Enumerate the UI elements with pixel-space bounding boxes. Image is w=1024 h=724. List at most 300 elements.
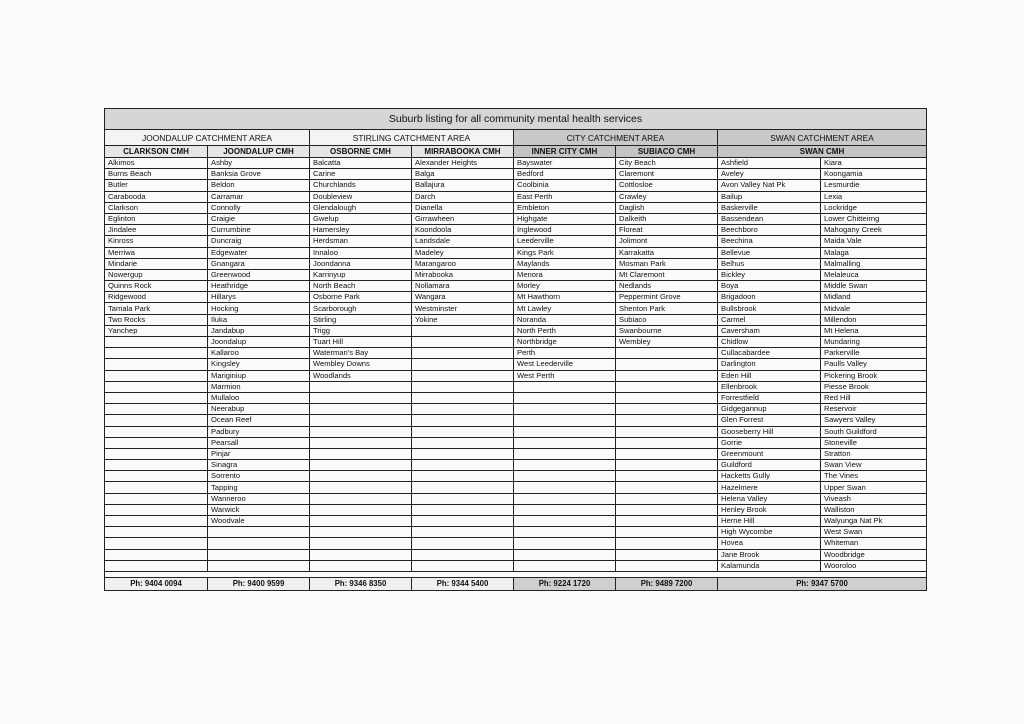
suburb-cell bbox=[616, 549, 718, 560]
suburb-cell: East Perth bbox=[514, 191, 616, 202]
suburb-cell: Gidgegannup bbox=[718, 404, 821, 415]
suburb-cell: Upper Swan bbox=[821, 482, 927, 493]
suburb-cell: Midvale bbox=[821, 303, 927, 314]
suburb-cell: Noranda bbox=[514, 314, 616, 325]
suburb-cell bbox=[616, 516, 718, 527]
suburb-cell bbox=[105, 504, 208, 515]
table-row bbox=[105, 448, 927, 459]
suburb-cell: Darlington bbox=[718, 359, 821, 370]
suburb-cell: Helena Valley bbox=[718, 493, 821, 504]
suburb-cell: Paulls Valley bbox=[821, 359, 927, 370]
suburb-cell: Maida Vale bbox=[821, 236, 927, 247]
suburb-cell bbox=[412, 337, 514, 348]
suburb-cell: Herne Hill bbox=[718, 516, 821, 527]
suburb-cell: Walliston bbox=[821, 504, 927, 515]
suburb-cell bbox=[412, 381, 514, 392]
suburb-cell bbox=[310, 549, 412, 560]
phone-inner-city: Ph: 9224 1720 bbox=[514, 577, 616, 590]
suburb-listing-table bbox=[104, 108, 927, 591]
suburb-cell bbox=[310, 527, 412, 538]
suburb-cell: Lower Chitteirng bbox=[821, 213, 927, 224]
suburb-cell: Butler bbox=[105, 180, 208, 191]
suburb-cell: Carine bbox=[310, 169, 412, 180]
suburb-cell bbox=[105, 482, 208, 493]
table-row bbox=[105, 325, 927, 336]
cmh-header-osborne: OSBORNE CMH bbox=[310, 146, 412, 158]
suburb-cell: Jane Brook bbox=[718, 549, 821, 560]
suburb-cell bbox=[105, 337, 208, 348]
suburb-cell: Woodlands bbox=[310, 370, 412, 381]
suburb-cell: Avon Valley Nat Pk bbox=[718, 180, 821, 191]
suburb-cell: Hazelmere bbox=[718, 482, 821, 493]
table-row bbox=[105, 281, 927, 292]
suburb-cell: Forrestfield bbox=[718, 392, 821, 403]
table-row bbox=[105, 348, 927, 359]
table-row bbox=[105, 314, 927, 325]
cmh-header-swan: SWAN CMH bbox=[718, 146, 927, 158]
catchment-area-city: CITY CATCHMENT AREA bbox=[514, 130, 718, 146]
table-row bbox=[105, 225, 927, 236]
suburb-cell: City Beach bbox=[616, 158, 718, 169]
suburb-cell: Carramar bbox=[208, 191, 310, 202]
table-row bbox=[105, 482, 927, 493]
table-row bbox=[105, 370, 927, 381]
suburb-cell: Duncraig bbox=[208, 236, 310, 247]
suburb-cell: Nollamara bbox=[412, 281, 514, 292]
suburb-cell: Whiteman bbox=[821, 538, 927, 549]
suburb-cell: Sawyers Valley bbox=[821, 415, 927, 426]
suburb-cell bbox=[412, 560, 514, 571]
suburb-cell: Quinns Rock bbox=[105, 281, 208, 292]
suburb-cell bbox=[616, 493, 718, 504]
cmh-header-inner-city: INNER CITY CMH bbox=[514, 146, 616, 158]
phone-clarkson: Ph: 9404 0094 bbox=[105, 577, 208, 590]
suburb-cell: Stoneville bbox=[821, 437, 927, 448]
suburb-cell bbox=[514, 426, 616, 437]
suburb-cell bbox=[514, 415, 616, 426]
suburb-cell: Nowergup bbox=[105, 269, 208, 280]
suburb-cell bbox=[412, 370, 514, 381]
suburb-cell: Bassendean bbox=[718, 213, 821, 224]
table-row bbox=[105, 258, 927, 269]
suburb-cell bbox=[208, 538, 310, 549]
suburb-cell: The Vines bbox=[821, 471, 927, 482]
suburb-cell: Swanbourne bbox=[616, 325, 718, 336]
suburb-cell: Bullsbrook bbox=[718, 303, 821, 314]
table-row bbox=[105, 460, 927, 471]
suburb-cell: Midland bbox=[821, 292, 927, 303]
suburb-cell: Piesse Brook bbox=[821, 381, 927, 392]
suburb-cell: Jandabup bbox=[208, 325, 310, 336]
suburb-cell: Coolbinia bbox=[514, 180, 616, 191]
suburb-cell: Greenwood bbox=[208, 269, 310, 280]
suburb-cell: Chidlow bbox=[718, 337, 821, 348]
suburb-cell: Marmion bbox=[208, 381, 310, 392]
suburb-cell bbox=[310, 381, 412, 392]
suburb-cell bbox=[412, 415, 514, 426]
suburb-cell bbox=[514, 392, 616, 403]
table-row bbox=[105, 516, 927, 527]
suburb-cell: Mahogany Creek bbox=[821, 225, 927, 236]
suburb-cell: Churchlands bbox=[310, 180, 412, 191]
suburb-cell: Bayswater bbox=[514, 158, 616, 169]
suburb-cell bbox=[105, 392, 208, 403]
table-row bbox=[105, 247, 927, 258]
suburb-cell bbox=[412, 493, 514, 504]
suburb-cell bbox=[412, 538, 514, 549]
suburb-cell: Stratton bbox=[821, 448, 927, 459]
suburb-cell: North Perth bbox=[514, 325, 616, 336]
suburb-cell bbox=[310, 516, 412, 527]
suburb-cell bbox=[412, 460, 514, 471]
suburb-cell: Kallaroo bbox=[208, 348, 310, 359]
suburb-cell: Henley Brook bbox=[718, 504, 821, 515]
suburb-cell bbox=[616, 381, 718, 392]
table-row bbox=[105, 471, 927, 482]
suburb-cell: Ashfield bbox=[718, 158, 821, 169]
suburb-cell: Ellenbrook bbox=[718, 381, 821, 392]
suburb-cell: North Beach bbox=[310, 281, 412, 292]
suburb-cell: Dianella bbox=[412, 202, 514, 213]
suburb-cell bbox=[616, 392, 718, 403]
table-row bbox=[105, 180, 927, 191]
suburb-cell bbox=[412, 527, 514, 538]
suburb-cell: Osborne Park bbox=[310, 292, 412, 303]
suburb-cell bbox=[412, 504, 514, 515]
suburb-cell: Currumbine bbox=[208, 225, 310, 236]
suburb-cell: Daglish bbox=[616, 202, 718, 213]
table-row bbox=[105, 426, 927, 437]
suburb-cell: Peppermint Grove bbox=[616, 292, 718, 303]
suburb-cell: Gnangara bbox=[208, 258, 310, 269]
table-row bbox=[105, 527, 927, 538]
suburb-cell: Gwelup bbox=[310, 213, 412, 224]
suburb-cell: Kiara bbox=[821, 158, 927, 169]
phone-row bbox=[105, 577, 927, 590]
suburb-cell: Two Rocks bbox=[105, 314, 208, 325]
suburb-cell: Warwick bbox=[208, 504, 310, 515]
suburb-cell bbox=[105, 471, 208, 482]
table-row bbox=[105, 191, 927, 202]
suburb-cell bbox=[616, 426, 718, 437]
suburb-cell: Aveley bbox=[718, 169, 821, 180]
cmh-header-subiaco: SUBIACO CMH bbox=[616, 146, 718, 158]
suburb-cell: Eden Hill bbox=[718, 370, 821, 381]
suburb-cell: Guildford bbox=[718, 460, 821, 471]
suburb-cell bbox=[208, 527, 310, 538]
suburb-cell bbox=[412, 325, 514, 336]
suburb-cell: Hamersley bbox=[310, 225, 412, 236]
table-row bbox=[105, 504, 927, 515]
suburb-cell: Stirling bbox=[310, 314, 412, 325]
suburb-cell bbox=[105, 493, 208, 504]
suburb-cell: Menora bbox=[514, 269, 616, 280]
cmh-header-mirrabooka: MIRRABOOKA CMH bbox=[412, 146, 514, 158]
suburb-cell bbox=[616, 415, 718, 426]
table-row bbox=[105, 538, 927, 549]
phone-swan: Ph: 9347 5700 bbox=[718, 577, 927, 590]
suburb-cell: Bickley bbox=[718, 269, 821, 280]
suburb-cell: Kingsley bbox=[208, 359, 310, 370]
suburb-cell bbox=[514, 381, 616, 392]
suburb-cell: Mariginiup bbox=[208, 370, 310, 381]
suburb-cell: Doubleview bbox=[310, 191, 412, 202]
suburb-cell: Inglewood bbox=[514, 225, 616, 236]
suburb-cell bbox=[105, 359, 208, 370]
suburb-cell: Melaleuca bbox=[821, 269, 927, 280]
suburb-cell: Middle Swan bbox=[821, 281, 927, 292]
cmh-header-row bbox=[105, 146, 927, 158]
suburb-cell: Baskerville bbox=[718, 202, 821, 213]
suburb-cell bbox=[616, 348, 718, 359]
table-row bbox=[105, 202, 927, 213]
suburb-cell: Wembley Downs bbox=[310, 359, 412, 370]
suburb-cell: Beechina bbox=[718, 236, 821, 247]
suburb-cell: Jindalee bbox=[105, 225, 208, 236]
suburb-cell: Heathridge bbox=[208, 281, 310, 292]
suburb-cell bbox=[616, 359, 718, 370]
suburb-cell bbox=[105, 538, 208, 549]
suburb-cell: Caversham bbox=[718, 325, 821, 336]
suburb-cell bbox=[310, 482, 412, 493]
suburb-cell: Banksia Grove bbox=[208, 169, 310, 180]
suburb-cell bbox=[310, 560, 412, 571]
suburb-cell bbox=[310, 415, 412, 426]
page-title: Suburb listing for all community mental health services bbox=[105, 109, 927, 130]
suburb-cell: Koondoola bbox=[412, 225, 514, 236]
table-row bbox=[105, 415, 927, 426]
suburb-cell: Highgate bbox=[514, 213, 616, 224]
suburb-cell: Jolimont bbox=[616, 236, 718, 247]
table-row bbox=[105, 213, 927, 224]
suburb-cell: Parkerville bbox=[821, 348, 927, 359]
suburb-cell bbox=[412, 437, 514, 448]
suburb-cell: Mundaring bbox=[821, 337, 927, 348]
suburb-cell: Pinjar bbox=[208, 448, 310, 459]
suburb-cell bbox=[616, 504, 718, 515]
suburb-cell bbox=[514, 493, 616, 504]
suburb-cell: Gorrie bbox=[718, 437, 821, 448]
suburb-cell: Joondalup bbox=[208, 337, 310, 348]
table-row bbox=[105, 169, 927, 180]
suburb-cell: Karrinyup bbox=[310, 269, 412, 280]
suburb-cell: South Guildford bbox=[821, 426, 927, 437]
suburb-cell bbox=[514, 527, 616, 538]
suburb-cell: Reservoir bbox=[821, 404, 927, 415]
suburb-cell bbox=[514, 549, 616, 560]
suburb-cell bbox=[310, 392, 412, 403]
suburb-cell bbox=[616, 448, 718, 459]
suburb-cell: Mt Hawthorn bbox=[514, 292, 616, 303]
suburb-cell: Balga bbox=[412, 169, 514, 180]
suburb-cell: Mosman Park bbox=[616, 258, 718, 269]
suburb-cell: Lockridge bbox=[821, 202, 927, 213]
suburb-cell: Beldon bbox=[208, 180, 310, 191]
title-row bbox=[105, 109, 927, 130]
suburb-cell: Tuart Hill bbox=[310, 337, 412, 348]
table-row bbox=[105, 392, 927, 403]
suburb-cell bbox=[412, 516, 514, 527]
suburb-cell: Cullacabardee bbox=[718, 348, 821, 359]
suburb-cell: Crawley bbox=[616, 191, 718, 202]
suburb-cell: Bedford bbox=[514, 169, 616, 180]
suburb-cell bbox=[105, 560, 208, 571]
suburb-cell bbox=[412, 404, 514, 415]
suburb-cell: Dalkeith bbox=[616, 213, 718, 224]
suburb-cell: Madeley bbox=[412, 247, 514, 258]
suburb-cell: Mindarie bbox=[105, 258, 208, 269]
suburb-cell: Red Hill bbox=[821, 392, 927, 403]
table-row bbox=[105, 236, 927, 247]
suburb-cell: Trigg bbox=[310, 325, 412, 336]
suburb-cell bbox=[514, 482, 616, 493]
suburb-cell: Alexander Heights bbox=[412, 158, 514, 169]
table-row bbox=[105, 359, 927, 370]
suburb-cell: Perth bbox=[514, 348, 616, 359]
suburb-cell: Carabooda bbox=[105, 191, 208, 202]
suburb-cell: Waterman's Bay bbox=[310, 348, 412, 359]
table-row bbox=[105, 381, 927, 392]
suburb-cell: Sinagra bbox=[208, 460, 310, 471]
suburb-cell: Yokine bbox=[412, 314, 514, 325]
suburb-cell: Gooseberry Hill bbox=[718, 426, 821, 437]
suburb-cell: Ballajura bbox=[412, 180, 514, 191]
suburb-cell: Darch bbox=[412, 191, 514, 202]
suburb-cell bbox=[514, 460, 616, 471]
suburb-cell: Mt Helena bbox=[821, 325, 927, 336]
suburb-cell bbox=[514, 560, 616, 571]
suburb-cell: Woodbridge bbox=[821, 549, 927, 560]
suburb-cell: Landsdale bbox=[412, 236, 514, 247]
suburb-cell bbox=[105, 460, 208, 471]
suburb-cell bbox=[616, 471, 718, 482]
suburb-cell: Maylands bbox=[514, 258, 616, 269]
suburb-cell bbox=[514, 504, 616, 515]
suburb-cell bbox=[105, 348, 208, 359]
suburb-cell: Nedlands bbox=[616, 281, 718, 292]
table-row bbox=[105, 337, 927, 348]
suburb-cell bbox=[105, 415, 208, 426]
suburb-cell: Wembley bbox=[616, 337, 718, 348]
phone-osborne: Ph: 9346 8350 bbox=[310, 577, 412, 590]
suburb-cell: Joondanna bbox=[310, 258, 412, 269]
suburb-cell: Clarkson bbox=[105, 202, 208, 213]
suburb-cell: Hovea bbox=[718, 538, 821, 549]
catchment-area-row bbox=[105, 130, 927, 146]
suburb-cell: Ashby bbox=[208, 158, 310, 169]
phone-subiaco: Ph: 9489 7200 bbox=[616, 577, 718, 590]
catchment-area-joondalup: JOONDALUP CATCHMENT AREA bbox=[105, 130, 310, 146]
suburb-cell: West Perth bbox=[514, 370, 616, 381]
cmh-header-clarkson: CLARKSON CMH bbox=[105, 146, 208, 158]
suburb-cell bbox=[105, 437, 208, 448]
suburb-cell bbox=[514, 471, 616, 482]
suburb-cell: Burns Beach bbox=[105, 169, 208, 180]
suburb-cell: Hocking bbox=[208, 303, 310, 314]
suburb-cell: Craigie bbox=[208, 213, 310, 224]
suburb-cell bbox=[105, 527, 208, 538]
suburb-cell: Floreat bbox=[616, 225, 718, 236]
suburb-cell: Kings Park bbox=[514, 247, 616, 258]
suburb-cell: Edgewater bbox=[208, 247, 310, 258]
suburb-cell bbox=[412, 482, 514, 493]
suburb-cell bbox=[310, 426, 412, 437]
suburb-cell: Ocean Reef bbox=[208, 415, 310, 426]
suburb-cell: Millendon bbox=[821, 314, 927, 325]
suburb-cell: Kinross bbox=[105, 236, 208, 247]
suburb-cell: Balcatta bbox=[310, 158, 412, 169]
suburb-cell: Innaloo bbox=[310, 247, 412, 258]
table-row bbox=[105, 549, 927, 560]
suburb-cell: Iluka bbox=[208, 314, 310, 325]
suburb-cell: High Wycombe bbox=[718, 527, 821, 538]
suburb-cell bbox=[616, 560, 718, 571]
suburb-cell: Wangara bbox=[412, 292, 514, 303]
suburb-cell: Subiaco bbox=[616, 314, 718, 325]
suburb-cell: Belhus bbox=[718, 258, 821, 269]
table-row bbox=[105, 493, 927, 504]
suburb-cell bbox=[105, 426, 208, 437]
suburb-cell: Scarborough bbox=[310, 303, 412, 314]
catchment-area-stirling: STIRLING CATCHMENT AREA bbox=[310, 130, 514, 146]
catchment-area-swan: SWAN CATCHMENT AREA bbox=[718, 130, 927, 146]
suburb-cell bbox=[208, 560, 310, 571]
suburb-cell: Swan View bbox=[821, 460, 927, 471]
suburb-cell bbox=[616, 437, 718, 448]
suburb-cell bbox=[412, 448, 514, 459]
suburb-cell bbox=[412, 549, 514, 560]
suburb-cell: Sorrento bbox=[208, 471, 310, 482]
suburb-cell: Lexia bbox=[821, 191, 927, 202]
suburb-cell: Alkimos bbox=[105, 158, 208, 169]
suburb-cell: Hacketts Gully bbox=[718, 471, 821, 482]
suburb-cell: Neerabup bbox=[208, 404, 310, 415]
suburb-cell: Walyunga Nat Pk bbox=[821, 516, 927, 527]
suburb-cell: Merriwa bbox=[105, 247, 208, 258]
suburb-cell bbox=[616, 527, 718, 538]
suburb-cell bbox=[310, 538, 412, 549]
suburb-cell: West Swan bbox=[821, 527, 927, 538]
suburb-cell bbox=[105, 404, 208, 415]
suburb-cell: Wooroloo bbox=[821, 560, 927, 571]
suburb-cell: Ridgewood bbox=[105, 292, 208, 303]
suburb-cell: Karrakatta bbox=[616, 247, 718, 258]
suburb-cell bbox=[310, 404, 412, 415]
suburb-cell bbox=[412, 348, 514, 359]
suburb-cell: Beechboro bbox=[718, 225, 821, 236]
suburb-cell: Eglinton bbox=[105, 213, 208, 224]
suburb-cell: Viveash bbox=[821, 493, 927, 504]
suburb-cell: Marangaroo bbox=[412, 258, 514, 269]
suburb-cell: Malmalling bbox=[821, 258, 927, 269]
suburb-cell bbox=[616, 460, 718, 471]
suburb-cell: Glen Forrest bbox=[718, 415, 821, 426]
suburb-cell: Glendalough bbox=[310, 202, 412, 213]
suburb-cell: Morley bbox=[514, 281, 616, 292]
suburb-cell: Greenmount bbox=[718, 448, 821, 459]
suburb-cell: Yanchep bbox=[105, 325, 208, 336]
suburb-cell bbox=[412, 471, 514, 482]
suburb-cell: Tapping bbox=[208, 482, 310, 493]
phone-mirrabooka: Ph: 9344 5400 bbox=[412, 577, 514, 590]
suburb-cell bbox=[310, 471, 412, 482]
suburb-cell bbox=[208, 549, 310, 560]
suburb-cell bbox=[105, 370, 208, 381]
table-row bbox=[105, 158, 927, 169]
suburb-cell bbox=[514, 516, 616, 527]
suburb-cell: Malaga bbox=[821, 247, 927, 258]
suburb-cell: Koongamia bbox=[821, 169, 927, 180]
